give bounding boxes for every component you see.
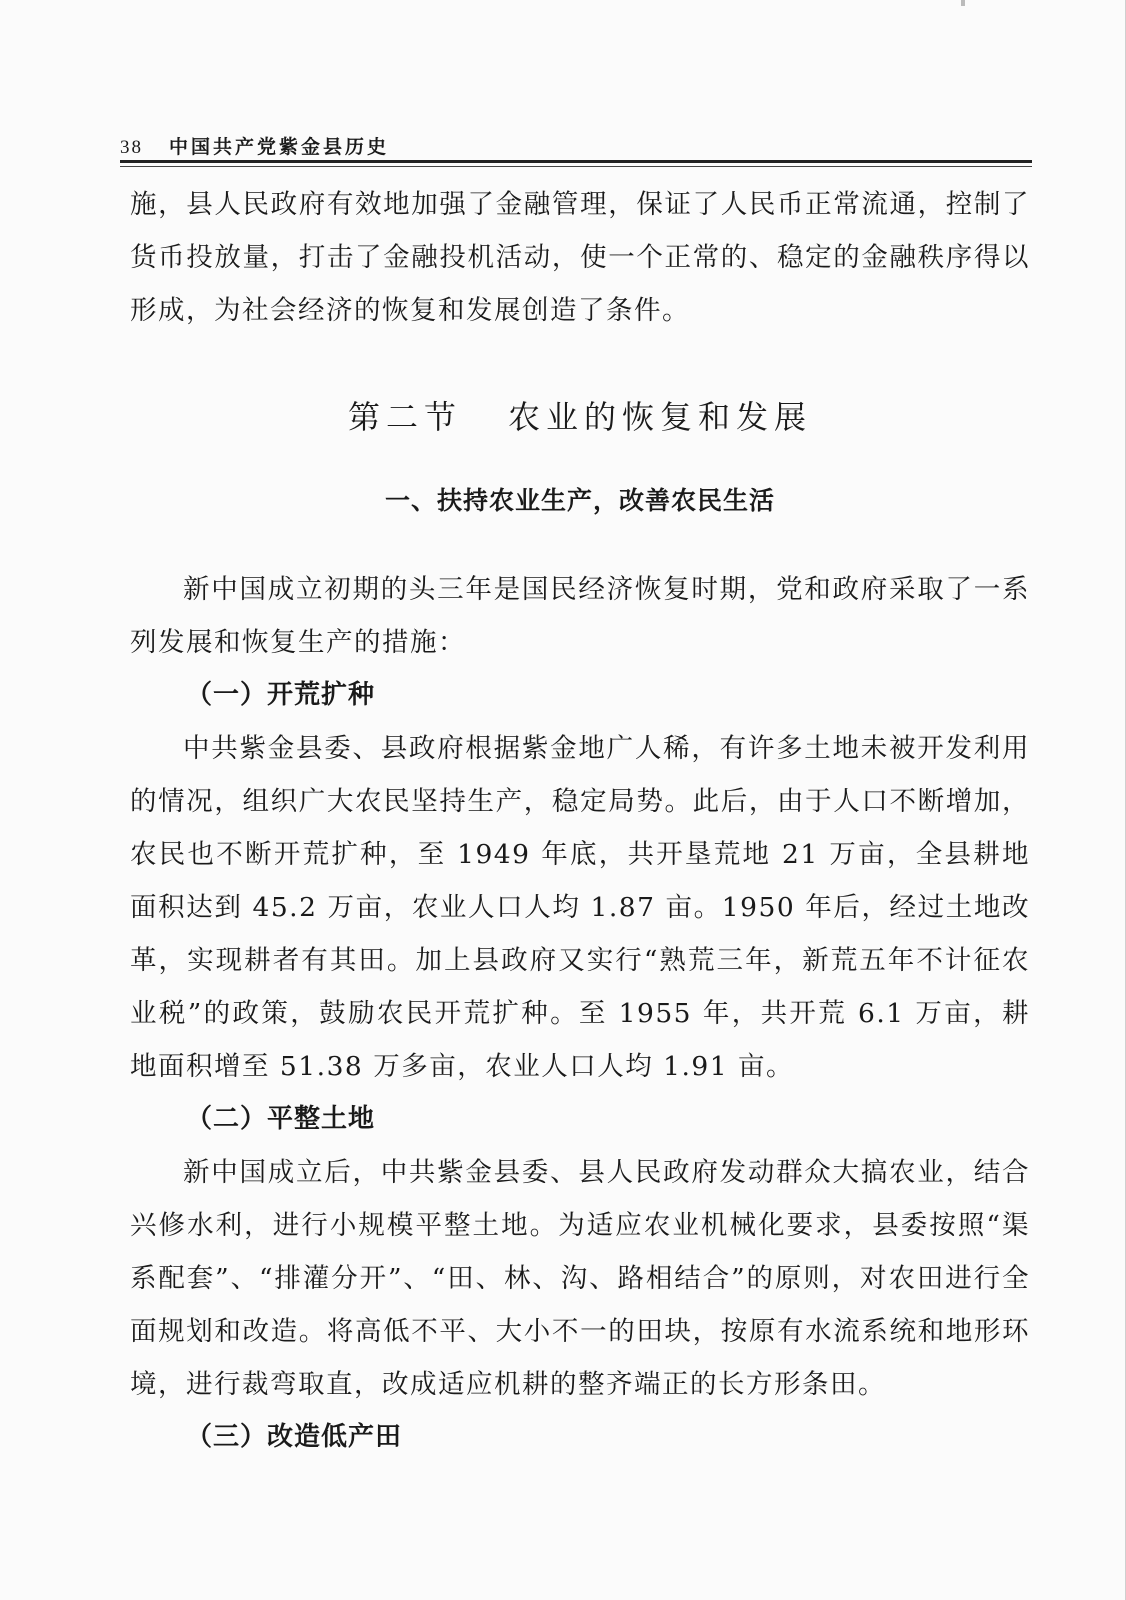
page-header (120, 132, 1032, 159)
paragraph-intro: 施，县人民政府有效地加强了金融管理，保证了人民币正常流通，控制了货币投放量，打击了金融投机活动，使一个正常的、稳定的金融秩序得以形成，为社会经济的恢复和发展创造了条件。 (130, 189, 1030, 326)
subheading-2: （二）平整土地 (186, 1104, 376, 1134)
paragraph-2: 中共紫金县委、县政府根据紫金地广人稀，有许多土地未被开发利用的情况，组织广大农民坚持生产，稳定局势。此后，由于人口不断增加，农民也不断开荒扩种，至 1949 年底，共开垦荒地 21 万亩，全县耕地面积达到 45.2 万亩，农业人口人均 1.87 亩。1950 年后，经过土地改革，实现耕者有其田。加上县政府又实行“熟荒三年，新荒五年不计征农业税”的政策，鼓励农民开荒扩种。至 1955 年，共开荒 6.1 万亩，耕地面积增至 51.38 万多亩，农业人口人均 1.91 亩。 (130, 733, 1030, 1082)
subheading-1: （一）开荒扩种 (186, 680, 376, 710)
section-label: 第二节 (347, 398, 462, 436)
subheading-3: （三）改造低产田 (186, 1422, 403, 1452)
paragraph-1: 新中国成立初期的头三年是国民经济恢复时期，党和政府采取了一系列发展和恢复生产的措施： (130, 574, 1030, 658)
subsection-title: 一、扶持农业生产，改善农民生活 (384, 486, 775, 515)
section-title (130, 377, 1030, 457)
header-rule-thick (120, 160, 1032, 163)
running-title: 中国共产党紫金县历史 (169, 136, 390, 158)
scan-speck (961, 0, 965, 6)
section-title-text: 农业的恢复和发展 (508, 398, 813, 436)
page-number: 38 (120, 137, 143, 158)
paragraph-3: 新中国成立后，中共紫金县委、县人民政府发动群众大搞农业，结合兴修水利，进行小规模平整土地。为适应农业机械化要求，县委按照“渠系配套”、“排灌分开”、“田、林、沟、路相结合”的原则，对农田进行全面规划和改造。将高低不平、大小不一的田块，按原有水流系统和地形环境，进行裁弯取直，改成适应机耕的整齐端正的长方形条田。 (130, 1157, 1030, 1400)
header-rule-thin (120, 166, 1032, 167)
page-body (130, 178, 1030, 1464)
